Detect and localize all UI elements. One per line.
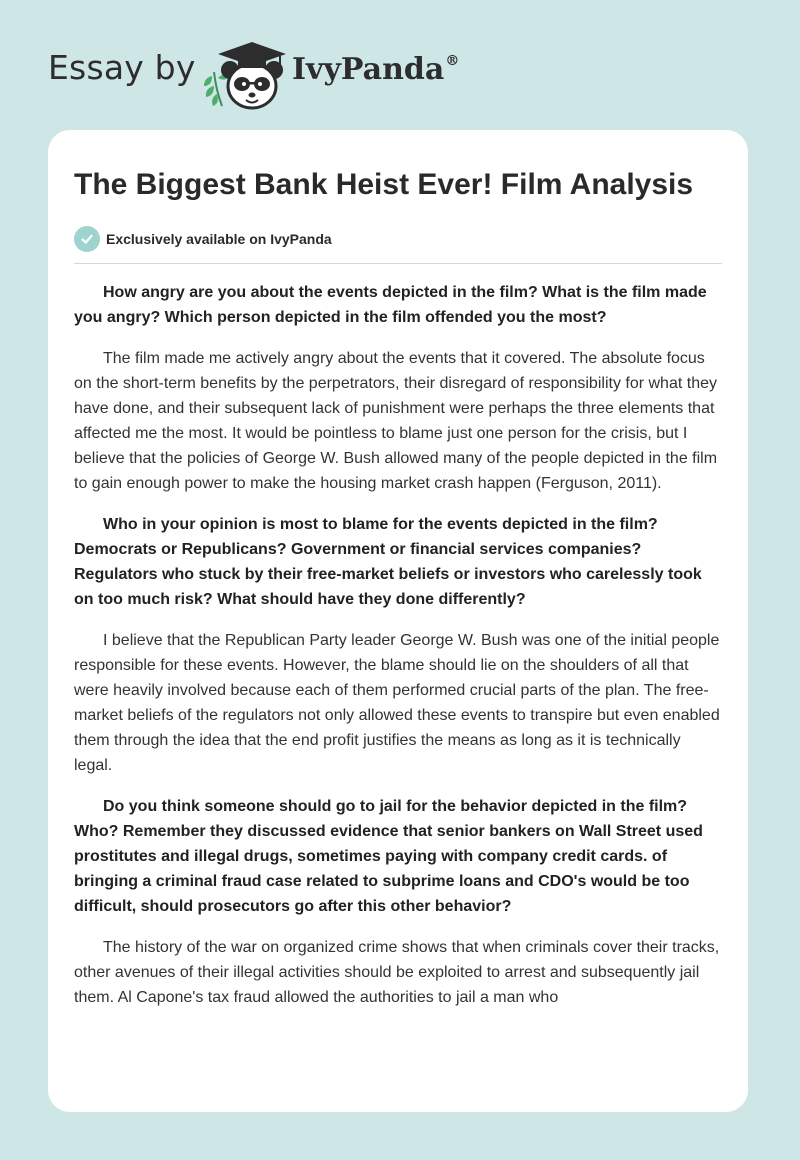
essay-by-label: Essay by xyxy=(48,48,196,87)
essay-body xyxy=(74,280,722,1010)
exclusive-badge xyxy=(74,226,722,252)
divider xyxy=(74,263,722,264)
answer-paragraph: The film made me actively angry about the events that it covered. The absolute focus on the short-term benefits by the perpetrators, their disregard of responsibility for what they have done, and their subsequent lack of punishment were perhaps the three elements that affected me the most. It would be pointless to blame just one person for the crisis, but I believe that the policies of George W. Bush allowed many of the people depicted in the film to gain enough power to make the housing market crash happen (Ferguson, 2011). xyxy=(74,350,718,492)
question-paragraph: Do you think someone should go to jail for the behavior depicted in the film? Who? Remember they discussed evidence that senior bankers on Wall Street used prostitutes and illegal drugs, sometimes paying with company credit cards. of bringing a criminal fraud case related to subprime loans and CDO's would be too difficult, should prosecutors go after this other behavior? xyxy=(74,798,703,915)
brand-name[interactable]: IvyPanda® xyxy=(292,52,460,87)
answer-paragraph: I believe that the Republican Party leader George W. Bush was one of the initial people responsible for these events. However, the blame should lie on the shoulders of all that were heavily involved because each of them performed crucial parts of the plan. The free-market beliefs of the regulators not only allowed these events to transpire but even enabled them through the idea that the end profit justifies the means as long as it is technically legal. xyxy=(74,632,720,774)
exclusive-label: Exclusively available on IvyPanda xyxy=(106,231,332,247)
essay-card xyxy=(48,130,748,1112)
panda-logo-icon xyxy=(200,34,290,110)
registered-mark: ® xyxy=(445,53,460,69)
question-paragraph: Who in your opinion is most to blame for the events depicted in the film? Democrats or Republicans? Government or financial services companies? Regulators who stuck by their free-market beliefs or investors who carelessly took on too much risk? What should have they done differently? xyxy=(74,516,702,608)
site-header xyxy=(48,30,748,110)
answer-paragraph: The history of the war on organized crime shows that when criminals cover their tracks, other avenues of their illegal activities should be exploited to arrest and subsequently jail them. Al Capone's tax fraud allowed the authorities to jail a man who xyxy=(74,939,720,1006)
check-icon xyxy=(74,226,100,252)
question-paragraph: How angry are you about the events depicted in the film? What is the film made you angry? Which person depicted in the film offended you the most? xyxy=(74,284,707,326)
page-title: The Biggest Bank Heist Ever! Film Analysis xyxy=(74,168,694,201)
